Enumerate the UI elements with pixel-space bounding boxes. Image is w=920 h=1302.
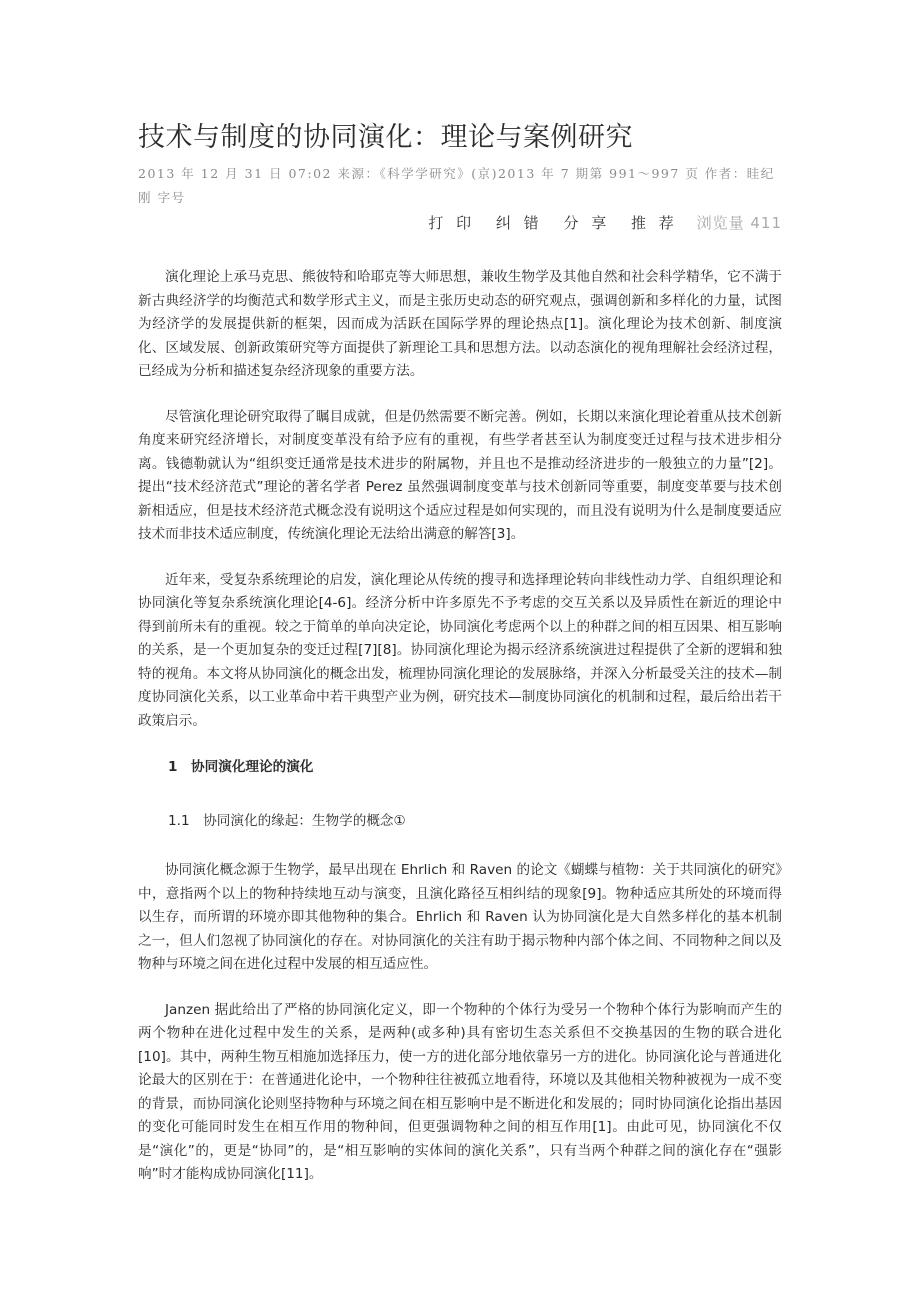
print-link[interactable]: 打 印 xyxy=(428,214,476,232)
article-title: 技术与制度的协同演化：理论与案例研究 xyxy=(138,122,633,153)
paragraph-3: 近年来，受复杂系统理论的启发，演化理论从传统的搜寻和选择理论转向非线性动力学、自组织理论和协同演化等复杂系统演化理论[4-6]。经济分析中许多原先不予考虑的交互关系以及异质性在新近的理论中得到前所未有的重视。较之于简单的单向决定论，协同演化考虑两个以上的种群之间的相互因果、相互影响的关系，是一个更加复杂的变迁过程[7][8]。协同演化理论为揭示经济系统演进过程提供了全新的逻辑和独特的视角。本文将从协同演化的概念出发，梳理协同演化理论的发展脉络，并深入分析最受关注的技术—制度协同演化关系，以工业革命中若干典型产业为例，研究技术—制度协同演化的机制和过程，最后给出若干政策启示。 xyxy=(138,571,782,729)
recommend-link[interactable]: 推 荐 xyxy=(631,214,678,232)
article-container xyxy=(138,118,782,1209)
subsection-heading: 1.1 协同演化的缘起：生物学的概念① xyxy=(168,813,406,829)
view-count: 浏览量 411 xyxy=(696,214,782,232)
paragraph-1: 演化理论上承马克思、熊彼特和哈耶克等大师思想，兼收生物学及其他自然和社会科学精华，它不满于新古典经济学的均衡范式和数学形式主义，而是主张历史动态的研究观点，强调创新和多样化的力量，试图为经济学的发展提供新的框架，因而成为活跃在国际学界的理论热点[1]。演化理论为技术创新、制度演化、区域发展、创新政策研究等方面提供了新理论工具和思想方法。以动态演化的视角理解社会经济过程，已经成为分析和描述复杂经济现象的重要方法。 xyxy=(138,269,782,379)
share-link[interactable]: 分 享 xyxy=(563,214,611,232)
article-meta: 2013 年 12 月 31 日 07:02 来源：《科学学研究》(京)2013 年 7 期第 991～997 页 作者：眭纪刚 字号 xyxy=(138,166,775,205)
paragraph-2: 尽管演化理论研究取得了瞩目成就，但是仍然需要不断完善。例如，长期以来演化理论着重从技术创新角度来研究经济增长，对制度变革没有给予应有的重视，有些学者甚至认为制度变迁过程与技术进步相分离。钱德勒就认为“组织变迁通常是技术进步的附属物，并且也不是推动经济进步的一般独立的力量”[2]。提出“技术经济范式”理论的著名学者 Perez 虽然强调制度变革与技术创新同等重要，制度变革要与技术创新相适应，但是技术经济范式概念没有说明这个适应过程是如何实现的，而且没有说明为什么是制度要适应技术而非技术适应制度，传统演化理论无法给出满意的解答[3]。 xyxy=(138,408,782,542)
correct-link[interactable]: 纠 错 xyxy=(495,214,543,232)
paragraph-5: Janzen 据此给出了严格的协同演化定义，即一个物种的个体行为受另一个物种个体行为影响而产生的两个物种在进化过程中发生的关系，是两种(或多种)具有密切生态关系但不交换基因的生物的联合进化[10]。其中，两种生物互相施加选择压力，使一方的进化部分地依靠另一方的进化。协同演化论与普通进化论最大的区别在于：在普通进化论中，一个物种往往被孤立地看待，环境以及其他相关物种被视为一成不变的背景，而协同演化论则坚持物种与环境之间在相互影响中是不断进化和发展的；同时协同演化论指出基因的变化可能同时发生在相互作用的物种间，但更强调物种之间的相互作用[1]。由此可见，协同演化不仅是“演化”的，更是“协同”的，是“相互影响的实体间的演化关系”，只有当两个种群之间的演化存在“强影响”时才能构成协同演化[11]。 xyxy=(138,1001,782,1182)
paragraph-4: 协同演化概念源于生物学，最早出现在 Ehrlich 和 Raven 的论文《蝴蝶与植物：关于共同演化的研究》中，意指两个以上的物种持续地互动与演变，且演化路径互相纠结的现象[9]。物种适应其所处的环境而得以生存，而所谓的环境亦即其他物种的集合。Ehrlich 和 Raven 认为协同演化是大自然多样化的基本机制之一，但人们忽视了协同演化的存在。对协同演化的关注有助于揭示物种内部个体之间、不同物种之间以及物种与环境之间在进化过程中发展的相互适应性。 xyxy=(138,862,782,972)
section-heading: 1 协同演化理论的演化 xyxy=(168,759,314,775)
article-actions xyxy=(138,210,782,236)
article-body xyxy=(138,266,782,1187)
